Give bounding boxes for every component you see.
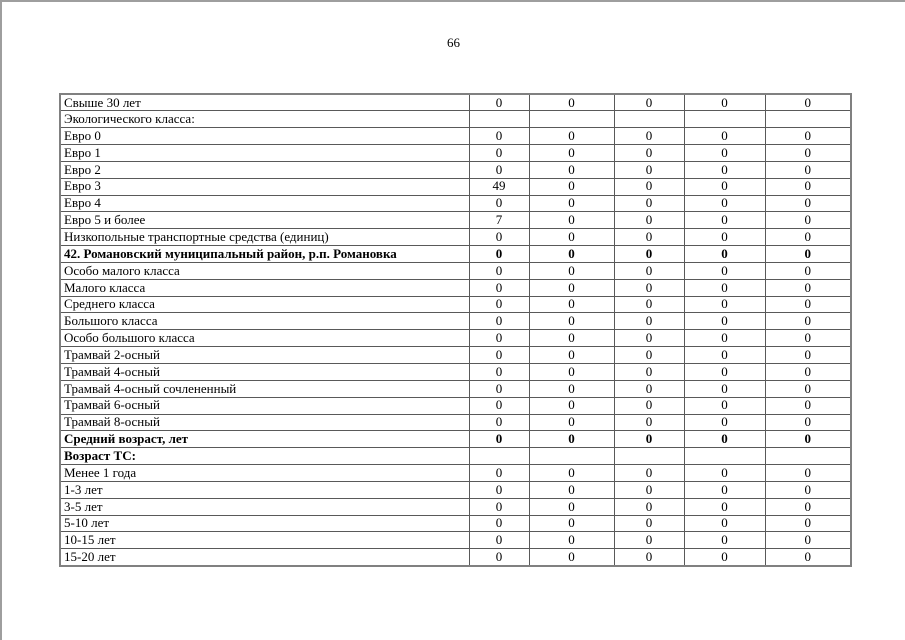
row-value: 0	[614, 262, 684, 279]
row-label: Среднего класса	[60, 296, 469, 313]
row-value: 0	[529, 128, 614, 145]
row-value: 0	[684, 128, 765, 145]
row-value: 0	[469, 431, 529, 448]
row-value: 0	[765, 279, 851, 296]
row-label: Евро 0	[60, 128, 469, 145]
row-value: 0	[614, 532, 684, 549]
row-value: 0	[469, 279, 529, 296]
row-label: Евро 1	[60, 145, 469, 162]
row-label: Особо малого класса	[60, 262, 469, 279]
table-row	[60, 397, 851, 414]
row-value: 0	[684, 229, 765, 246]
row-value: 0	[684, 380, 765, 397]
row-label: Трамвай 2-осный	[60, 347, 469, 364]
row-value: 0	[684, 397, 765, 414]
row-value: 0	[614, 498, 684, 515]
row-value: 0	[469, 397, 529, 414]
row-value: 0	[529, 145, 614, 162]
row-value: 0	[529, 195, 614, 212]
row-value: 0	[765, 330, 851, 347]
row-value	[529, 111, 614, 128]
row-value: 0	[469, 549, 529, 566]
row-value: 0	[469, 313, 529, 330]
row-value: 0	[529, 246, 614, 263]
row-value	[614, 111, 684, 128]
row-value: 0	[614, 364, 684, 381]
row-value: 0	[469, 195, 529, 212]
row-value: 0	[469, 498, 529, 515]
row-value: 0	[765, 212, 851, 229]
table-row	[60, 364, 851, 381]
table-row	[60, 481, 851, 498]
row-value: 0	[684, 414, 765, 431]
row-value: 0	[684, 532, 765, 549]
row-label: Малого класса	[60, 279, 469, 296]
row-label: 5-10 лет	[60, 515, 469, 532]
row-value: 0	[765, 414, 851, 431]
row-value: 0	[684, 262, 765, 279]
row-value: 0	[529, 262, 614, 279]
row-value: 0	[684, 296, 765, 313]
row-value	[765, 111, 851, 128]
row-value	[469, 448, 529, 465]
table-row	[60, 448, 851, 465]
row-value	[684, 448, 765, 465]
row-value: 0	[765, 498, 851, 515]
page-number: 66	[447, 35, 460, 50]
row-value: 0	[529, 465, 614, 482]
row-value: 0	[614, 128, 684, 145]
row-label: Трамвай 4-осный	[60, 364, 469, 381]
row-value: 0	[684, 279, 765, 296]
row-value: 0	[765, 364, 851, 381]
row-value: 0	[614, 330, 684, 347]
table-row	[60, 515, 851, 532]
row-value: 0	[469, 128, 529, 145]
table-row	[60, 330, 851, 347]
table-row	[60, 262, 851, 279]
row-value: 0	[469, 330, 529, 347]
row-value: 0	[765, 94, 851, 111]
row-value: 0	[529, 212, 614, 229]
row-value: 0	[614, 347, 684, 364]
row-value: 0	[469, 262, 529, 279]
row-value: 0	[529, 347, 614, 364]
row-value: 0	[765, 532, 851, 549]
row-label: Евро 4	[60, 195, 469, 212]
row-value: 0	[469, 364, 529, 381]
row-value: 0	[469, 161, 529, 178]
row-value: 0	[684, 347, 765, 364]
row-value: 0	[469, 532, 529, 549]
row-label: Трамвай 8-осный	[60, 414, 469, 431]
row-value: 0	[529, 313, 614, 330]
row-label: Особо большого класса	[60, 330, 469, 347]
row-value: 0	[765, 246, 851, 263]
row-label: Большого класса	[60, 313, 469, 330]
row-value: 0	[614, 397, 684, 414]
row-label: Трамвай 6-осный	[60, 397, 469, 414]
row-value: 0	[469, 246, 529, 263]
table-row	[60, 128, 851, 145]
row-label: Средний возраст, лет	[60, 431, 469, 448]
row-label: 3-5 лет	[60, 498, 469, 515]
table-row	[60, 313, 851, 330]
row-value: 0	[529, 161, 614, 178]
table-row	[60, 195, 851, 212]
row-value: 0	[684, 431, 765, 448]
row-value	[684, 111, 765, 128]
row-value: 0	[765, 128, 851, 145]
row-label: Экологического класса:	[60, 111, 469, 128]
row-label: Возраст ТС:	[60, 448, 469, 465]
row-value: 0	[684, 481, 765, 498]
table-row	[60, 414, 851, 431]
row-value: 0	[529, 229, 614, 246]
table-row	[60, 229, 851, 246]
row-value: 0	[469, 481, 529, 498]
vehicle-stats-table	[59, 93, 852, 567]
row-value: 0	[765, 515, 851, 532]
row-value: 0	[529, 515, 614, 532]
row-value: 0	[684, 498, 765, 515]
row-value: 0	[765, 549, 851, 566]
row-value	[765, 448, 851, 465]
row-value: 0	[614, 481, 684, 498]
table-row	[60, 465, 851, 482]
row-value: 0	[684, 246, 765, 263]
row-value: 0	[614, 212, 684, 229]
row-value	[469, 111, 529, 128]
row-value: 0	[469, 380, 529, 397]
row-label: 1-3 лет	[60, 481, 469, 498]
vehicle-table-body	[60, 94, 851, 566]
row-value: 0	[765, 161, 851, 178]
row-value: 0	[765, 397, 851, 414]
table-row	[60, 279, 851, 296]
row-label: 10-15 лет	[60, 532, 469, 549]
row-value: 0	[684, 178, 765, 195]
row-value: 0	[765, 380, 851, 397]
row-value: 7	[469, 212, 529, 229]
row-value: 0	[614, 94, 684, 111]
row-value: 0	[529, 330, 614, 347]
row-value: 0	[614, 296, 684, 313]
row-value: 0	[529, 296, 614, 313]
row-value: 0	[469, 296, 529, 313]
row-value: 0	[684, 212, 765, 229]
table-row	[60, 532, 851, 549]
row-value: 0	[614, 178, 684, 195]
row-value: 0	[614, 549, 684, 566]
row-value: 0	[684, 465, 765, 482]
row-value: 49	[469, 178, 529, 195]
row-value: 0	[469, 465, 529, 482]
row-value: 0	[684, 145, 765, 162]
table-row	[60, 178, 851, 195]
row-label: 15-20 лет	[60, 549, 469, 566]
row-value: 0	[765, 347, 851, 364]
table-row	[60, 161, 851, 178]
table-row	[60, 111, 851, 128]
row-value: 0	[469, 94, 529, 111]
row-value: 0	[684, 94, 765, 111]
row-value: 0	[529, 178, 614, 195]
row-value: 0	[684, 515, 765, 532]
row-value: 0	[614, 195, 684, 212]
row-value: 0	[765, 178, 851, 195]
row-value: 0	[529, 532, 614, 549]
row-value: 0	[765, 481, 851, 498]
row-value: 0	[684, 364, 765, 381]
row-label: Свыше 30 лет	[60, 94, 469, 111]
row-value: 0	[614, 465, 684, 482]
row-value: 0	[529, 94, 614, 111]
row-value: 0	[529, 549, 614, 566]
row-value: 0	[765, 229, 851, 246]
table-row	[60, 549, 851, 566]
table-row	[60, 246, 851, 263]
row-value: 0	[765, 195, 851, 212]
row-value: 0	[614, 161, 684, 178]
row-value: 0	[684, 195, 765, 212]
row-value: 0	[684, 313, 765, 330]
row-value: 0	[469, 145, 529, 162]
row-value: 0	[614, 246, 684, 263]
table-row	[60, 347, 851, 364]
row-value	[529, 448, 614, 465]
table-row	[60, 94, 851, 111]
row-value: 0	[469, 414, 529, 431]
row-value: 0	[614, 313, 684, 330]
row-value: 0	[529, 364, 614, 381]
table-row	[60, 212, 851, 229]
row-value: 0	[684, 161, 765, 178]
row-value: 0	[529, 431, 614, 448]
table-row	[60, 431, 851, 448]
table-row	[60, 296, 851, 313]
row-value: 0	[529, 414, 614, 431]
table-row	[60, 498, 851, 515]
table-row	[60, 145, 851, 162]
row-value: 0	[469, 229, 529, 246]
row-value: 0	[469, 515, 529, 532]
row-value: 0	[529, 279, 614, 296]
row-label: Трамвай 4-осный сочлененный	[60, 380, 469, 397]
row-value: 0	[614, 515, 684, 532]
row-value: 0	[529, 498, 614, 515]
row-value: 0	[684, 549, 765, 566]
row-value: 0	[614, 414, 684, 431]
row-value: 0	[684, 330, 765, 347]
row-value: 0	[614, 279, 684, 296]
row-value: 0	[614, 431, 684, 448]
row-value: 0	[614, 380, 684, 397]
row-value: 0	[765, 262, 851, 279]
row-value: 0	[529, 481, 614, 498]
row-value: 0	[614, 229, 684, 246]
row-value: 0	[469, 347, 529, 364]
row-value: 0	[765, 145, 851, 162]
row-label: Евро 3	[60, 178, 469, 195]
row-label: Евро 5 и более	[60, 212, 469, 229]
row-label: Евро 2	[60, 161, 469, 178]
row-value: 0	[765, 465, 851, 482]
row-label: 42. Романовский муниципальный район, р.п. Романовка	[60, 246, 469, 263]
row-value: 0	[529, 397, 614, 414]
row-value	[614, 448, 684, 465]
row-label: Низкопольные транспортные средства (единиц)	[60, 229, 469, 246]
row-value: 0	[765, 296, 851, 313]
row-value: 0	[529, 380, 614, 397]
table-row	[60, 380, 851, 397]
row-value: 0	[765, 313, 851, 330]
row-value: 0	[765, 431, 851, 448]
row-label: Менее 1 года	[60, 465, 469, 482]
row-value: 0	[614, 145, 684, 162]
